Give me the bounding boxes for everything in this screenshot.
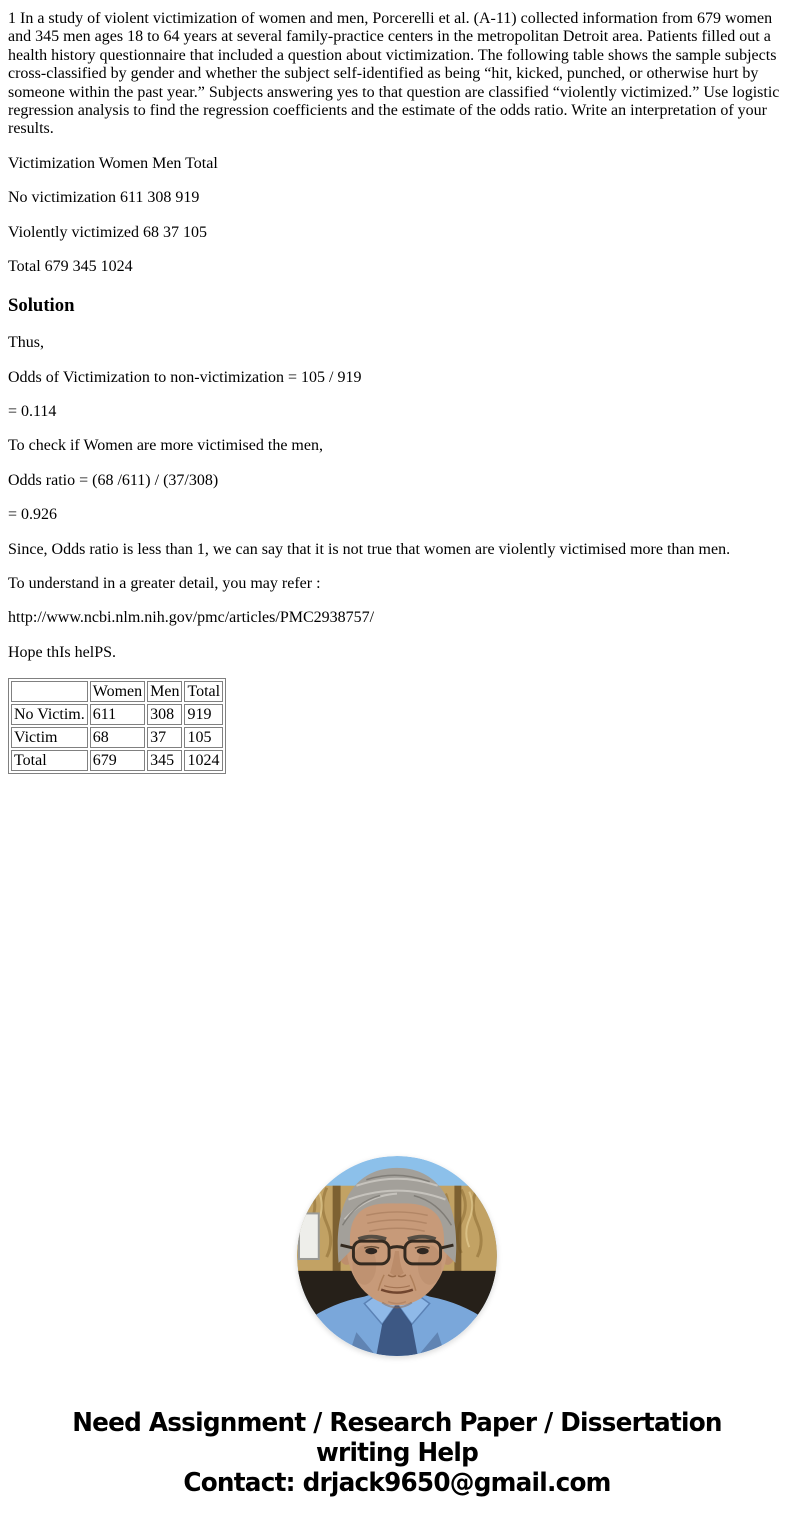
reference-url: http://www.ncbi.nlm.nih.gov/pmc/articles/PMC2938757/ bbox=[8, 609, 375, 627]
solution-line: Thus, bbox=[8, 334, 44, 352]
data-line-no-victimization: No victimization 611 308 919 bbox=[8, 189, 200, 207]
table-cell: No Victim. bbox=[11, 704, 88, 725]
footer-line-services: Need Assignment / Research Paper / Dissertation bbox=[72, 1408, 722, 1439]
data-line-header: Victimization Women Men Total bbox=[8, 154, 218, 172]
table-cell: 1024 bbox=[184, 750, 223, 771]
table-header-cell-women: Women bbox=[90, 681, 145, 702]
solution-line-closing: Hope thIs helPS. bbox=[8, 643, 116, 661]
table-header-cell-empty bbox=[11, 681, 88, 702]
table-cell: 345 bbox=[147, 750, 182, 771]
table-cell: 105 bbox=[184, 727, 223, 748]
table-row-no-victim bbox=[11, 704, 223, 725]
table-row-victim bbox=[11, 727, 223, 748]
table-cell: 919 bbox=[184, 704, 223, 725]
table-header-cell-men: Men bbox=[147, 681, 182, 702]
table-cell: 37 bbox=[147, 727, 182, 748]
table-header-cell-total: Total bbox=[184, 681, 223, 702]
avatar bbox=[297, 1156, 497, 1356]
problem-statement: 1 In a study of violent victimization of women and men, Porcerelli et al. (A-11) collected information from 679 women and 345 men ages 18 to 64 years at several family-practice centers in the metropolitan Detroit area. Patients filled out a health history questionnaire that included a question about victimization. The following table shows the sample subjects cross-classified by gender and whether the subject self-identified as being “hit, kicked, punched, or otherwise hurt by someone within the past year.” Subjects answering yes to that question are classified “violently victimized.” Use logistic regression analysis to find the regression coefficients and the estimate of the odds ratio. Write an interpretation of your results. bbox=[8, 10, 780, 138]
victimization-table bbox=[8, 678, 226, 774]
footer-line-help: writing Help bbox=[315, 1438, 479, 1469]
solution-line-odds-ratio-value: = 0.926 bbox=[8, 506, 58, 524]
footer-contact-heading bbox=[27, 1408, 766, 1498]
data-line-violently-victimized: Violently victimized 68 37 105 bbox=[8, 223, 208, 241]
table-cell: Victim bbox=[11, 727, 88, 748]
table-cell: 68 bbox=[90, 727, 145, 748]
solution-line-check: To check if Women are more victimised the men, bbox=[8, 437, 323, 455]
solution-line-conclusion: Since, Odds ratio is less than 1, we can say that it is not true that women are violently victimised more than men. bbox=[8, 540, 731, 558]
tutor-headshot-photo-icon bbox=[297, 1156, 497, 1356]
table-header-row bbox=[11, 681, 223, 702]
data-line-total: Total 679 345 1024 bbox=[8, 257, 133, 275]
table-row-total bbox=[11, 750, 223, 771]
table-cell: 308 bbox=[147, 704, 182, 725]
table-cell: 611 bbox=[90, 704, 145, 725]
solution-line-odds-ratio-formula: Odds ratio = (68 /611) / (37/308) bbox=[8, 471, 219, 489]
solution-line-refer: To understand in a greater detail, you may refer : bbox=[8, 575, 321, 593]
blank-spacer bbox=[8, 774, 786, 1156]
footer-line-contact-email: Contact: drjack9650@gmail.com bbox=[183, 1468, 611, 1499]
solution-heading: Solution bbox=[8, 295, 75, 317]
table-cell: Total bbox=[11, 750, 88, 771]
solution-line-odds-formula: Odds of Victimization to non-victimization = 105 / 919 bbox=[8, 368, 362, 386]
solution-line-odds-value: = 0.114 bbox=[8, 403, 57, 421]
table-cell: 679 bbox=[90, 750, 145, 771]
